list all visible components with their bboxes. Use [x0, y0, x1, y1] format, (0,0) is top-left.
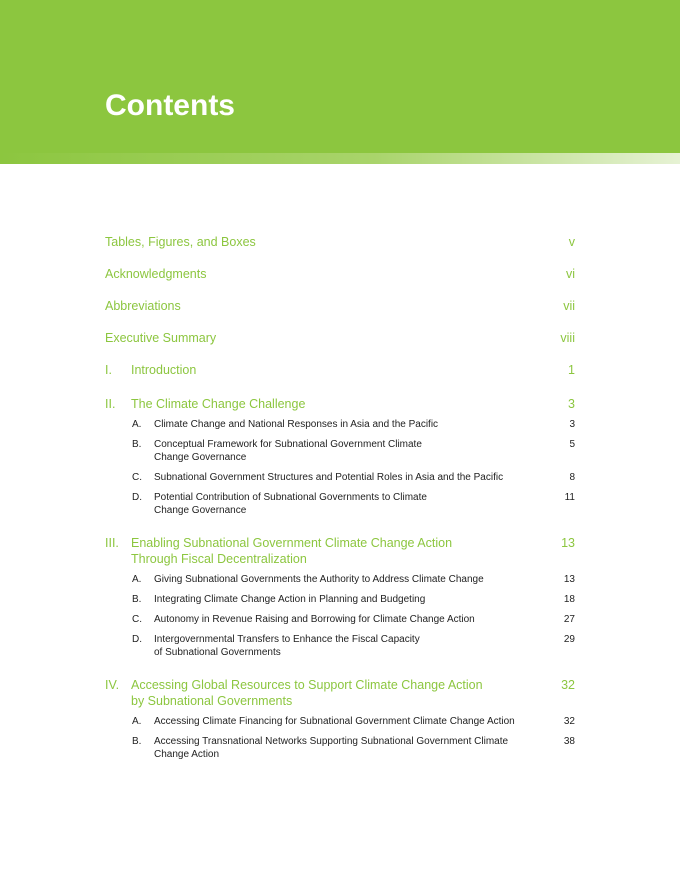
toc-chapter-enabling-action [105, 535, 575, 659]
toc-subsection[interactable] [132, 633, 575, 659]
toc-entry-tables-figures-boxes[interactable] [105, 234, 575, 250]
subsection-title: Subnational Government Structures and Potential Roles in Asia and the Pacific [154, 472, 504, 483]
subsection-page: 27 [563, 614, 575, 625]
chapter-page: 3 [568, 397, 575, 411]
subsection-title: Climate Change and National Responses in Asia and the Pacific [154, 419, 439, 430]
toc-entry-page: viii [560, 331, 575, 345]
subsection-title: Giving Subnational Governments the Authority to Address Climate Change [154, 574, 484, 585]
chapter-number: IV. [105, 678, 120, 692]
toc-subsection[interactable] [132, 491, 575, 517]
subsection-title: Intergovernmental Transfers to Enhance the Fiscal Capacity of Subnational Governments [154, 634, 420, 658]
subsection-title: Integrating Climate Change Action in Planning and Budgeting [154, 594, 426, 605]
toc-entry-page: vii [563, 299, 575, 313]
toc-entry-title: Abbreviations [105, 299, 181, 313]
toc-subsection[interactable] [132, 471, 575, 484]
chapter-number: III. [105, 536, 119, 550]
toc-chapter-introduction [105, 362, 575, 378]
toc-entry-executive-summary[interactable] [105, 330, 575, 346]
subsection-letter: B. [132, 439, 142, 450]
subsection-letter: C. [132, 614, 142, 625]
toc-chapter-climate-change-challenge [105, 396, 575, 517]
subsection-page: 32 [563, 716, 575, 727]
subsection-page: 3 [569, 419, 575, 430]
header-gradient-strip [0, 153, 680, 164]
subsection-letter: A. [132, 574, 142, 585]
toc-subsection[interactable] [132, 438, 575, 464]
subsection-title: Conceptual Framework for Subnational Government Climate Change Governance [154, 439, 422, 463]
subsection-page: 8 [569, 472, 575, 483]
toc-subsection[interactable] [132, 715, 575, 728]
subsection-title: Accessing Climate Financing for Subnational Government Climate Change Action [154, 716, 515, 727]
subsection-page: 13 [563, 574, 575, 585]
subsection-page: 18 [563, 594, 575, 605]
subsection-letter: D. [132, 492, 142, 503]
toc-chapter-global-resources [105, 677, 575, 761]
chapter-title: Accessing Global Resources to Support Climate Change Action by Subnational Governments [131, 678, 483, 708]
toc-entry-abbreviations[interactable] [105, 298, 575, 314]
chapter-page: 1 [568, 363, 575, 377]
subsection-page: 29 [563, 634, 575, 645]
toc-chapter-heading[interactable] [105, 677, 575, 709]
toc-entry-page: v [568, 235, 575, 249]
header-band [0, 0, 680, 153]
chapter-number: I. [105, 363, 112, 377]
table-of-contents [105, 234, 575, 779]
toc-chapter-heading[interactable] [105, 362, 575, 378]
toc-chapter-heading[interactable] [105, 535, 575, 567]
chapter-page: 32 [561, 678, 575, 692]
subsection-title: Autonomy in Revenue Raising and Borrowing for Climate Change Action [154, 614, 475, 625]
subsection-letter: A. [132, 716, 142, 727]
toc-entry-acknowledgments[interactable] [105, 266, 575, 282]
toc-subsection[interactable] [132, 593, 575, 606]
toc-subsection[interactable] [132, 735, 575, 761]
toc-entry-page: vi [565, 267, 575, 281]
toc-subsection[interactable] [132, 418, 575, 431]
chapter-number: II. [105, 397, 116, 411]
toc-entry-title: Executive Summary [105, 331, 217, 345]
subsection-title: Accessing Transnational Networks Supporting Subnational Government Climate Change Action [154, 736, 509, 760]
toc-chapter-heading[interactable] [105, 396, 575, 412]
subsection-letter: B. [132, 736, 142, 747]
subsection-letter: A. [132, 419, 142, 430]
toc-subsection[interactable] [132, 573, 575, 586]
toc-entry-title: Acknowledgments [105, 267, 207, 281]
chapter-title: The Climate Change Challenge [131, 397, 306, 411]
chapter-title: Enabling Subnational Government Climate Change Action Through Fiscal Decentralization [131, 536, 453, 566]
subsection-title: Potential Contribution of Subnational Governments to Climate Change Governance [154, 492, 427, 516]
subsection-page: 11 [564, 492, 575, 503]
page-title: Contents [105, 89, 235, 122]
subsection-page: 38 [563, 736, 575, 747]
toc-entry-title: Tables, Figures, and Boxes [105, 235, 256, 249]
subsection-letter: D. [132, 634, 142, 645]
subsection-letter: C. [132, 472, 142, 483]
chapter-title: Introduction [131, 363, 197, 377]
chapter-page: 13 [561, 536, 575, 550]
subsection-page: 5 [569, 439, 575, 450]
toc-subsection[interactable] [132, 613, 575, 626]
subsection-letter: B. [132, 594, 142, 605]
